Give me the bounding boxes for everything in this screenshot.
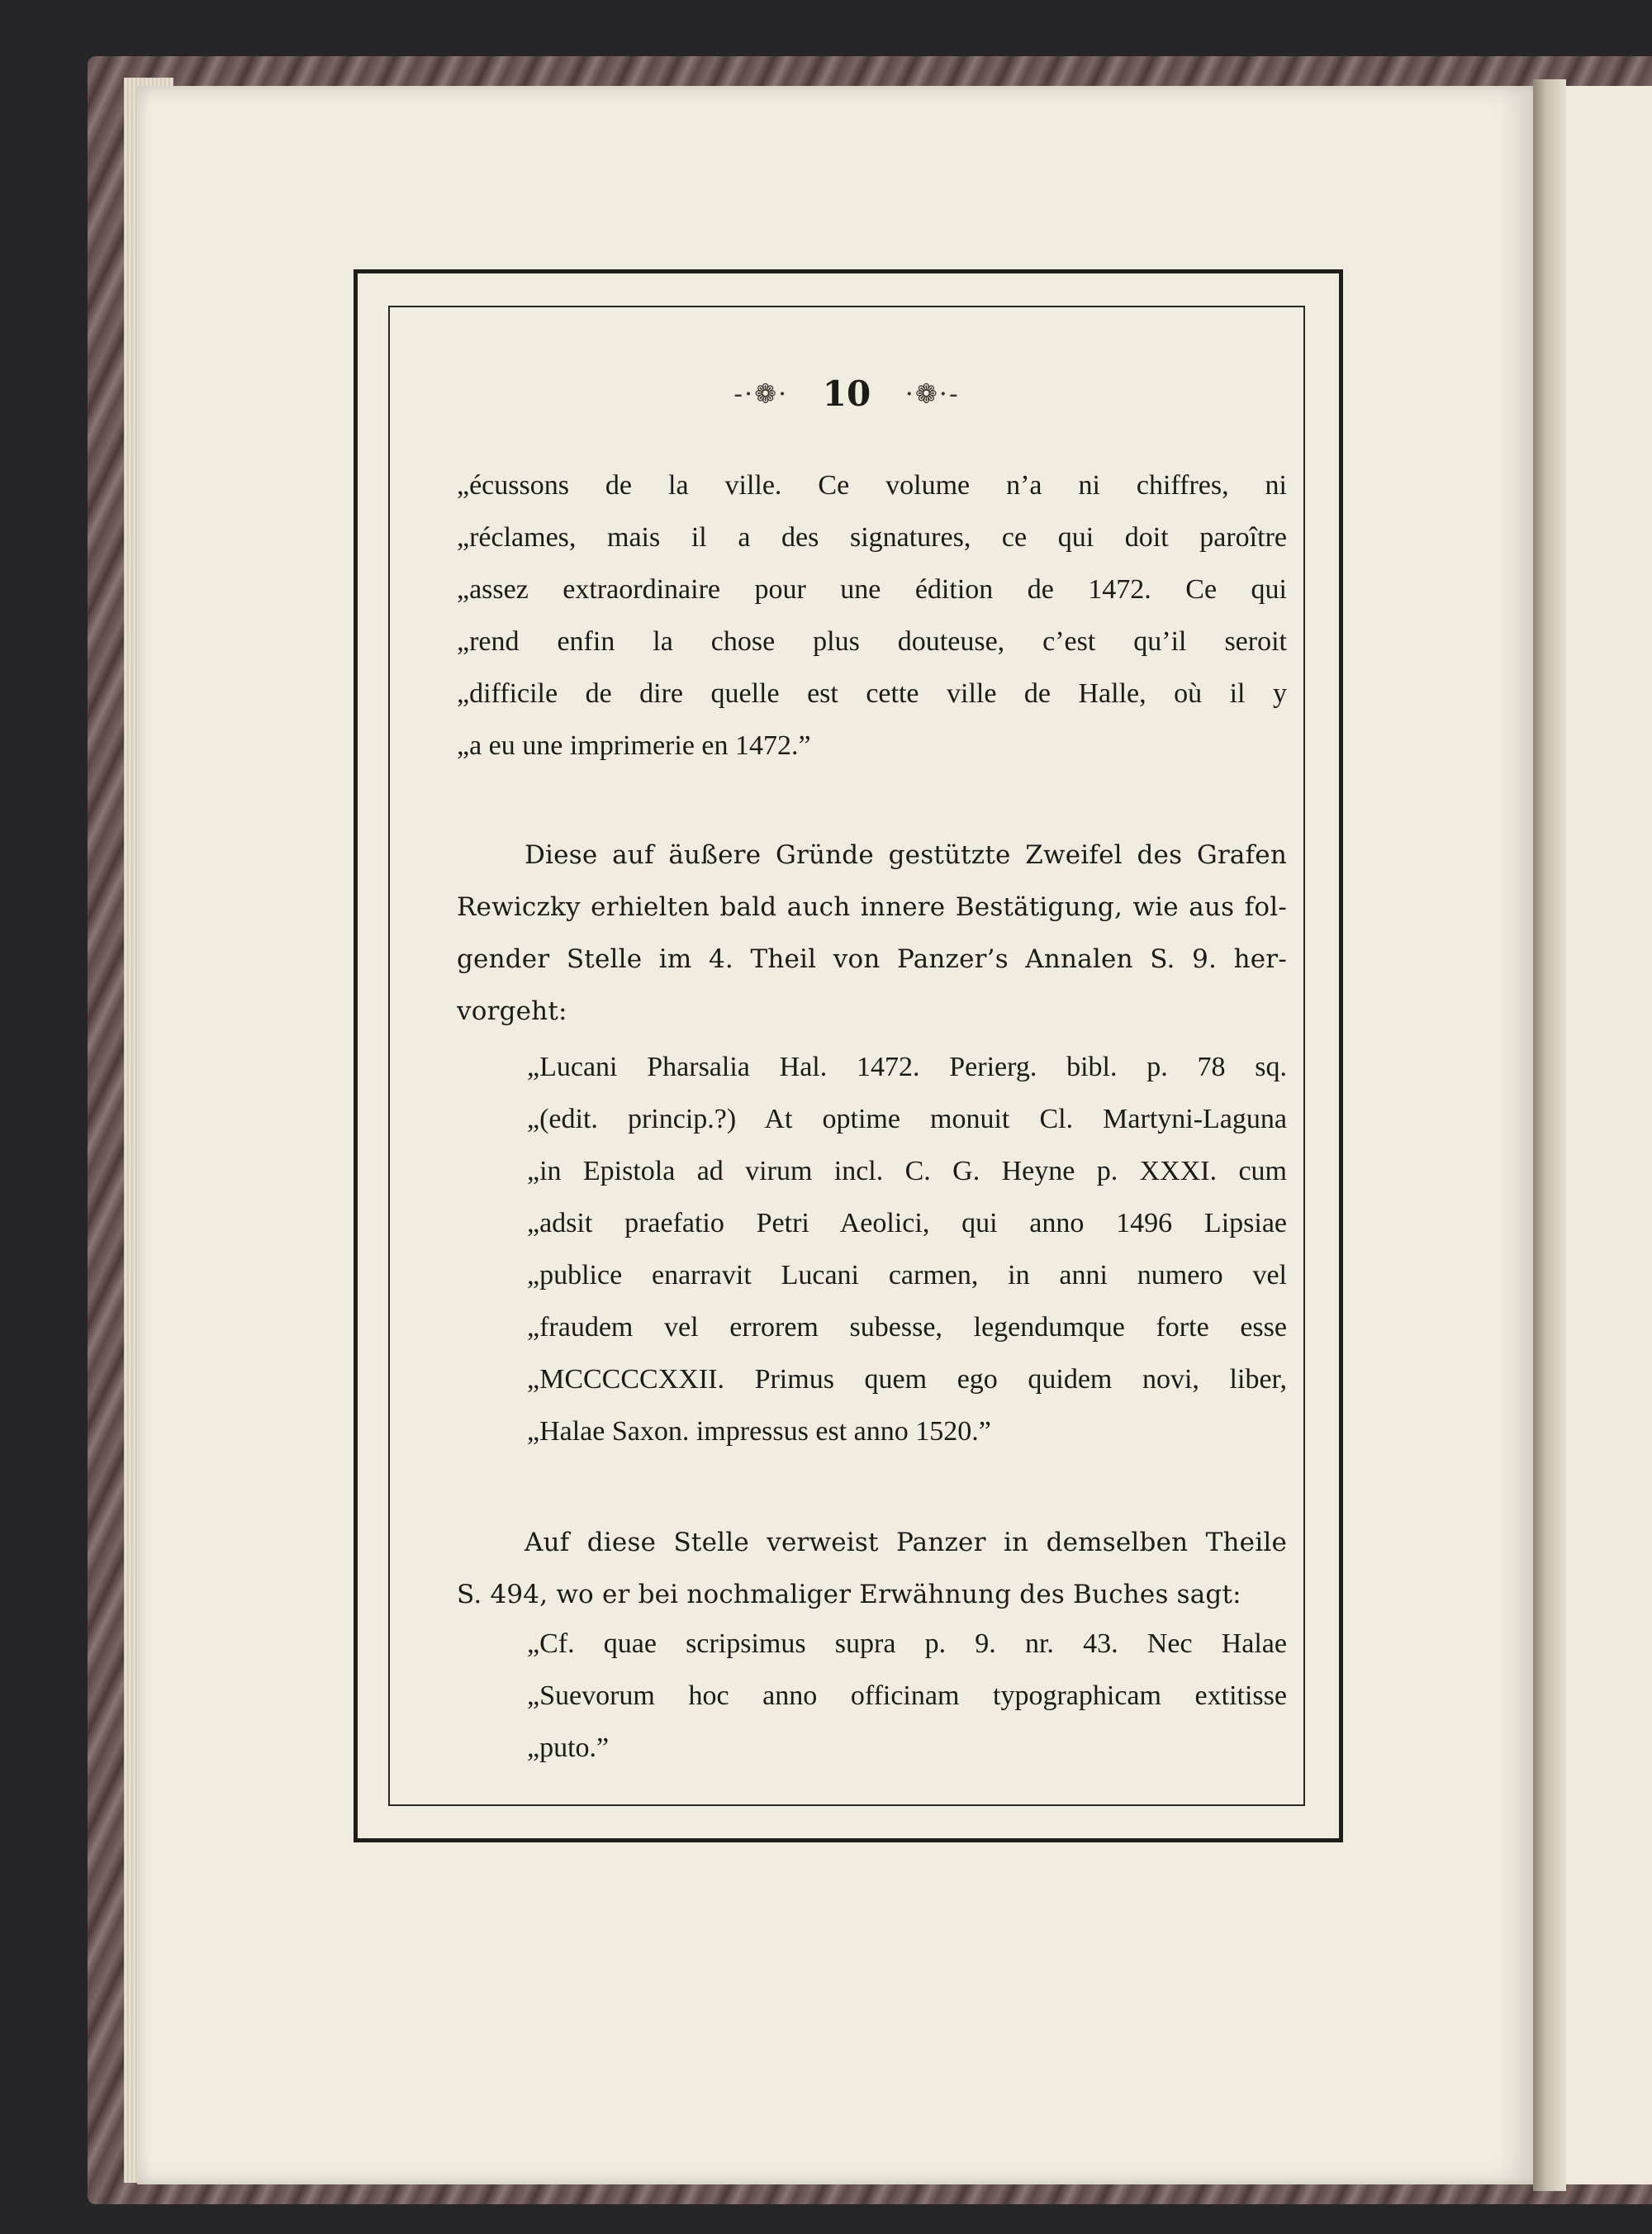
text-line: „écussons de la ville. Ce volume n’a ni chiffres, ni <box>457 470 1287 501</box>
text-line: „fraudem vel errorem subesse, legendumque forte esse <box>527 1312 1287 1343</box>
text-line: „adsit praefatio Petri Aeolici, qui anno 1496 Lipsiae <box>527 1208 1287 1238</box>
text-line: Rewiczky erhielten bald auch innere Bestätigung, wie aus fol- <box>457 892 1287 922</box>
french-quote-block <box>457 459 1287 772</box>
text-line: „a eu une imprimerie en 1472.” <box>457 730 811 761</box>
latin-quote-block <box>527 1041 1287 1457</box>
text-line: „Lucani Pharsalia Hal. 1472. Perierg. bibl. p. 78 sq. <box>527 1052 1287 1082</box>
text-line: „in Epistola ad virum incl. C. G. Heyne p. XXXI. cum <box>527 1156 1287 1186</box>
text-line: vorgeht: <box>457 996 567 1026</box>
text-line: „MCCCCCXXII. Primus quem ego quidem novi, liber, <box>527 1364 1287 1395</box>
text-line: „assez extraordinaire pour une édition de 1472. Ce qui <box>457 574 1287 605</box>
text-line: „rend enfin la chose plus douteuse, c’est qu’il seroit <box>457 626 1287 657</box>
facing-page <box>1566 86 1652 2184</box>
text-line: „publice enarravit Lucani carmen, in anni numero vel <box>527 1260 1287 1290</box>
page-number: 10 <box>822 373 871 414</box>
text-line: Diese auf äußere Gründe gestützte Zweifel des Grafen <box>525 840 1287 870</box>
book-gutter <box>1533 79 1566 2191</box>
german-paragraph-2 <box>457 1517 1287 1621</box>
text-line: Auf diese Stelle verweist Panzer in demselben Theile <box>525 1528 1287 1557</box>
text-line: gender Stelle im 4. Theil von Panzer’s Annalen S. 9. her- <box>457 944 1287 974</box>
text-line: „difficile de dire quelle est cette ville de Halle, où il y <box>457 678 1287 709</box>
ornament-right-icon: ·❁·- <box>904 378 960 410</box>
page-header <box>388 373 1305 431</box>
latin-quote-block-2 <box>527 1618 1287 1774</box>
german-paragraph-1 <box>457 829 1287 1038</box>
text-line: „Suevorum hoc anno officinam typographicam extitisse <box>527 1680 1287 1711</box>
text-line: „Cf. quae scripsimus supra p. 9. nr. 43. Nec Halae <box>527 1628 1287 1659</box>
ornament-left-icon: -·❁· <box>733 378 789 410</box>
text-line: „puto.” <box>527 1733 610 1763</box>
text-line: „(edit. princip.?) At optime monuit Cl. Martyni-Laguna <box>527 1104 1287 1134</box>
text-line: „Halae Saxon. impressus est anno 1520.” <box>527 1416 991 1447</box>
text-line: „réclames, mais il a des signatures, ce qui doit paroître <box>457 522 1287 553</box>
text-line: S. 494, wo er bei nochmaliger Erwähnung des Buches sagt: <box>457 1580 1241 1609</box>
